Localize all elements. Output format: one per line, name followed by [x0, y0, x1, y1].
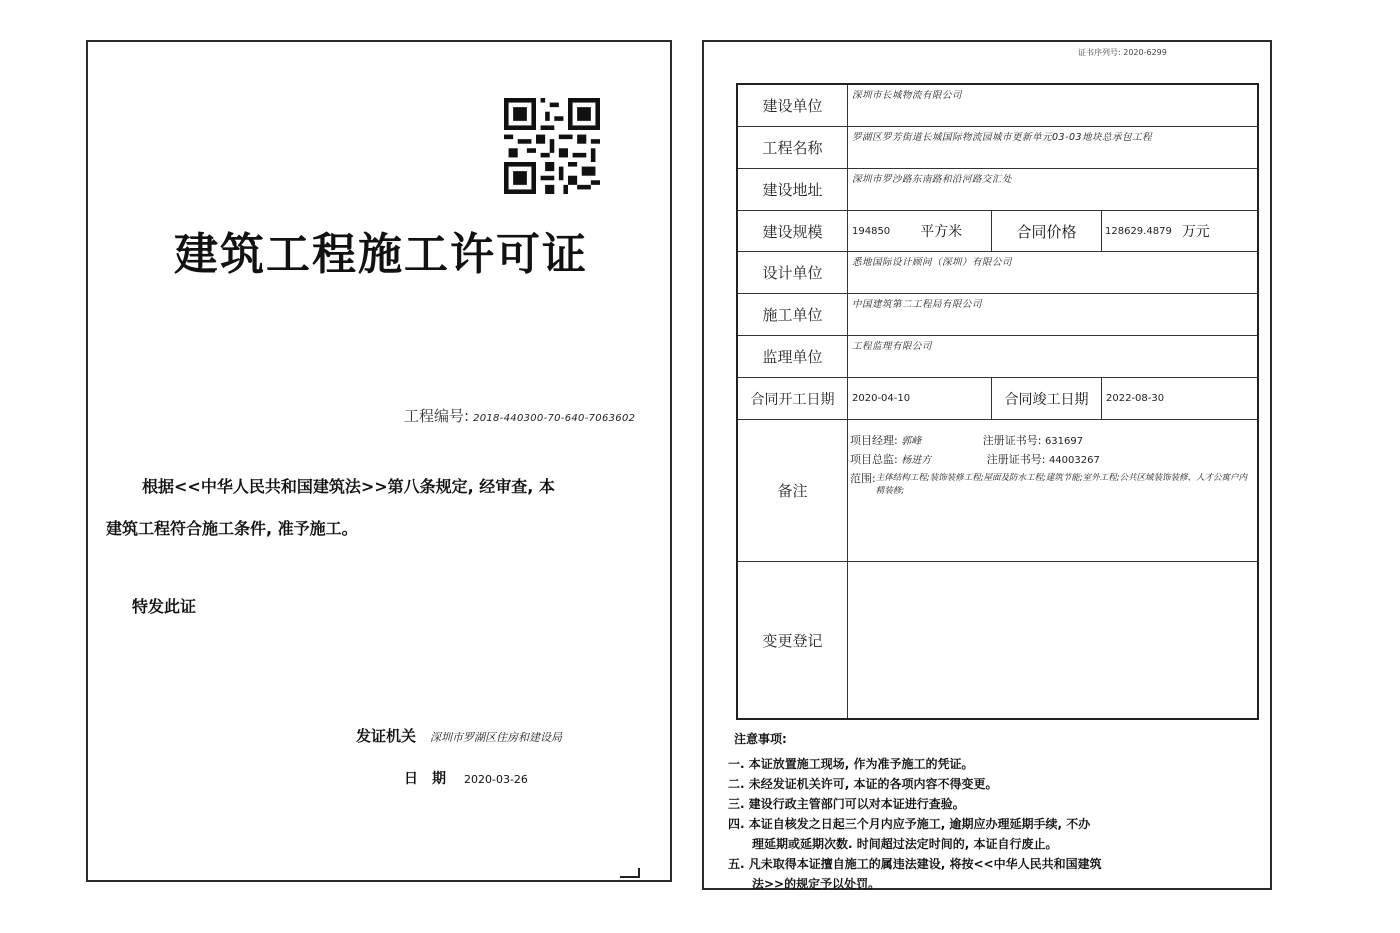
change-registration-value [848, 562, 1257, 718]
start-date-value: 2020-04-10 [852, 393, 911, 404]
design-value: 悉地国际设计顾问（深圳）有限公司 [852, 257, 1013, 268]
price-value: 128629.4879 [1105, 225, 1172, 237]
details-table [736, 83, 1259, 720]
pm-value: 郭峰 [901, 436, 922, 447]
note-item: 四. 本证自核发之日起三个月内应予施工, 逾期应办理延期手续, 不办 [728, 817, 1091, 831]
supervision-label: 监理单位 [738, 336, 848, 377]
price-unit: 万元 [1181, 224, 1210, 240]
issue-date-label: 日 期 [404, 771, 446, 787]
pm-label: 项目经理: [850, 434, 898, 447]
note-item: 二. 未经发证机关许可, 本证的各项内容不得变更。 [728, 777, 998, 791]
change-registration-label: 变更登记 [738, 562, 848, 718]
pm-cert-value: 631697 [1044, 436, 1084, 447]
note-item: 五. 凡未取得本证擅自施工的属违法建设, 将按<<中华人民共和国建筑 [728, 857, 1102, 871]
builder-value: 深圳市长城物流有限公司 [852, 90, 963, 101]
notes-title: 注意事项: [734, 732, 787, 746]
builder-label: 建设单位 [738, 85, 848, 126]
table-row [738, 378, 1257, 420]
issuing-authority [356, 725, 562, 746]
issue-date [404, 768, 528, 788]
project-number-label: 工程编号: [404, 407, 470, 425]
address-label: 建设地址 [738, 169, 848, 210]
scope-label: 范围: [850, 472, 876, 485]
design-label: 设计单位 [738, 252, 848, 293]
note-item: 法>>的规定予以处罚。 [728, 877, 881, 891]
note-item: 一. 本证放置施工现场, 作为准予施工的凭证。 [728, 757, 974, 771]
issuer-label: 发证机关 [356, 727, 417, 745]
scope-value: 主体结构工程;装饰装修工程;屋面及防水工程;建筑节能;室外工程;公共区域装饰装修、人才公寓户内精装修; [875, 473, 1248, 496]
qr-code[interactable] [500, 98, 604, 194]
pm-cert-label: 注册证书号: [982, 434, 1042, 447]
scale-unit: 平方米 [920, 224, 963, 240]
project-name-value: 罗湖区罗芳街道长城国际物流园城市更新单元03-03地块总承包工程 [852, 132, 1153, 143]
table-row [738, 336, 1257, 378]
table-row [738, 420, 1257, 562]
approval-text-line-2: 建筑工程符合施工条件, 准予施工。 [106, 519, 358, 538]
corner-mark [620, 868, 640, 878]
price-label: 合同价格 [992, 211, 1102, 251]
start-date-label: 合同开工日期 [738, 378, 848, 419]
table-row [738, 85, 1257, 127]
note-item: 三. 建设行政主管部门可以对本证进行查验。 [728, 797, 965, 811]
chief-label: 项目总监: [850, 453, 898, 466]
supervision-value: 工程监理有限公司 [852, 341, 933, 352]
end-date-label: 合同竣工日期 [992, 378, 1102, 419]
remarks-label: 备注 [738, 420, 848, 561]
special-issue-text: 特发此证 [132, 597, 197, 616]
end-date-value: 2022-08-30 [1106, 393, 1165, 404]
table-row [738, 169, 1257, 211]
scale-value: 194850 [852, 225, 891, 237]
table-row [738, 127, 1257, 169]
address-value: 深圳市罗沙路东南路和沿河路交汇处 [852, 174, 1013, 185]
permit-title: 建筑工程施工许可证 [174, 229, 588, 280]
construction-label: 施工单位 [738, 294, 848, 335]
permit-cover-page [86, 40, 672, 882]
issuer-value: 深圳市罗湖区住房和建设局 [430, 731, 563, 744]
issue-date-value: 2020-03-26 [464, 773, 528, 786]
note-item: 理延期或延期次数. 时间超过法定时间的, 本证自行废止。 [728, 837, 1058, 851]
table-row [738, 562, 1257, 718]
project-name-label: 工程名称 [738, 127, 848, 168]
chief-cert-value: 44003267 [1048, 455, 1100, 466]
chief-cert-label: 注册证书号: [986, 453, 1046, 466]
certificate-serial: 证书序列号: 2020-6299 [1078, 48, 1167, 57]
approval-text-line-1: 根据<<中华人民共和国建筑法>>第八条规定, 经审查, 本 [142, 477, 555, 496]
permit-details-page [702, 40, 1272, 890]
project-number-value: 2018-440300-70-640-7063602 [473, 413, 636, 424]
scale-label: 建设规模 [738, 211, 848, 251]
table-row [738, 294, 1257, 336]
table-row [738, 211, 1257, 252]
project-number [404, 405, 639, 426]
table-row [738, 252, 1257, 294]
construction-value: 中国建筑第二工程局有限公司 [852, 299, 983, 310]
chief-value: 杨进方 [901, 455, 932, 466]
